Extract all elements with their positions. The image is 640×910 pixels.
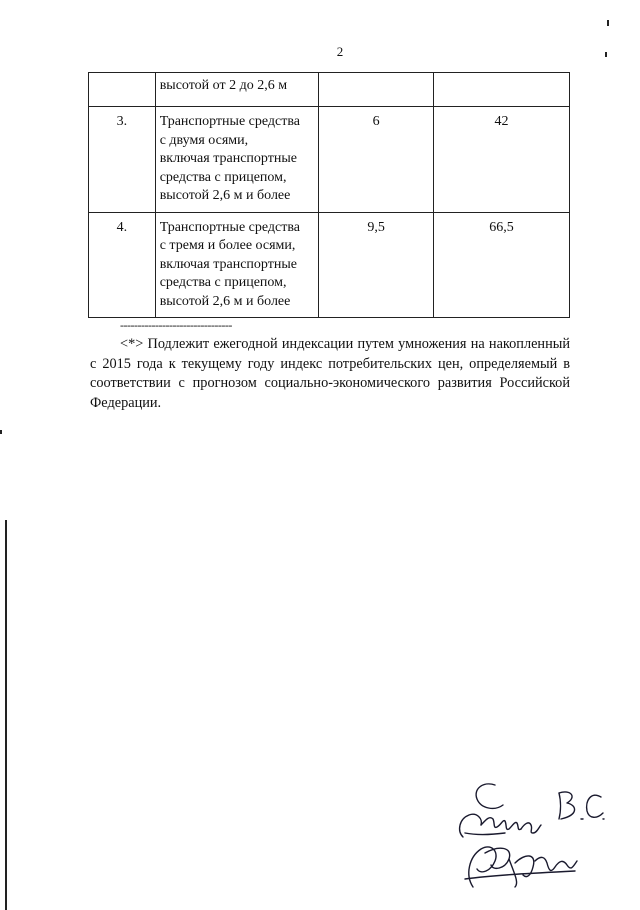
row-total: 42 — [433, 107, 569, 213]
footnote-rule: -------------------------------- — [120, 318, 232, 332]
scan-mark — [0, 430, 2, 434]
scan-mark — [605, 52, 607, 57]
description-line: с тремя и более осями, — [159, 238, 296, 253]
row-number — [89, 73, 156, 107]
table-row — [89, 107, 570, 213]
scan-mark — [607, 20, 609, 26]
row-rate: 6 — [319, 107, 434, 213]
description-line: включая транспортные — [159, 256, 297, 272]
description-line: средства с прицепом, — [159, 275, 287, 290]
description-line: высотой 2,6 м и более — [159, 188, 291, 203]
handwritten-signature — [455, 775, 605, 895]
row-number: 3. — [89, 107, 156, 213]
description-line: средства с прицепом, — [159, 169, 287, 185]
row-number: 4. — [89, 212, 156, 318]
table-row — [89, 212, 570, 318]
description-line: с двумя осями, — [159, 132, 249, 148]
row-total: 66,5 — [433, 212, 569, 318]
footnote-text: <*> Подлежит ежегодной индексации путем умножения на накопленный с 2015 года к текущему году индекс потребительских цен, определяемый в соответствии с прогнозом социально-экономического развития Российской Федерации. — [90, 336, 570, 411]
description-line: включая транспортные — [159, 151, 297, 166]
row-description — [155, 107, 319, 213]
page-number: 2 — [336, 44, 344, 59]
row-description — [155, 73, 319, 107]
row-rate: 9,5 — [319, 212, 434, 318]
table-row — [89, 73, 570, 107]
description-line: высотой от 2 до 2,6 м — [159, 78, 288, 93]
scan-mark — [5, 520, 7, 910]
row-description — [155, 212, 319, 318]
row-rate — [319, 73, 434, 107]
description-line: высотой 2,6 м и более — [159, 293, 291, 309]
description-line: Транспортные средства — [159, 219, 301, 235]
description-line: Транспортные средства — [159, 114, 301, 129]
row-total — [433, 73, 569, 107]
fees-table — [88, 72, 570, 318]
